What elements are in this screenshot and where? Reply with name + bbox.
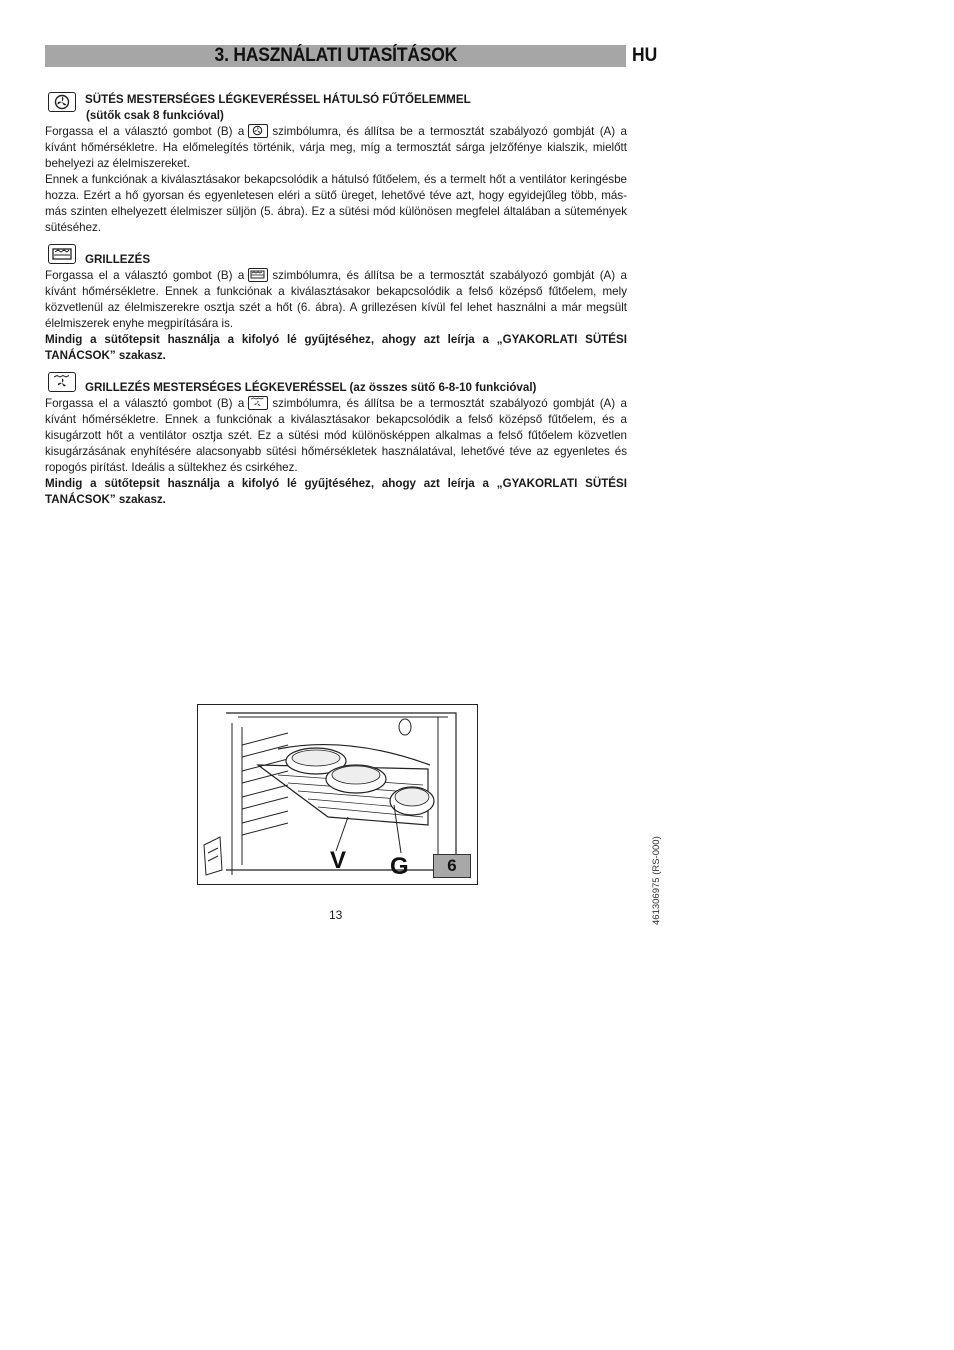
text: szimbólumra, és állítsa be a termosztát szabályozó gombját (A) a kívánt hőmérsékletre. Ha előmelegítés történik, várja meg, míg a termosztát sárga jelzőfénye kialszik, mielőtt behelyezi az élelmiszereket. bbox=[45, 125, 627, 170]
text: Forgassa el a választó gombot (B) a bbox=[45, 397, 245, 410]
section-grilling bbox=[45, 244, 627, 364]
food-item bbox=[326, 765, 386, 793]
document-code: 461306975 (RS-000) bbox=[651, 836, 662, 925]
fan-circle-icon bbox=[48, 92, 76, 112]
paragraph bbox=[45, 268, 627, 332]
fan-circle-icon bbox=[248, 124, 268, 138]
grill-icon bbox=[248, 268, 268, 282]
section-subheading: (sütők csak 8 funkcióval) bbox=[86, 109, 224, 122]
note-text: Mindig a sütőtepsit használja a kifolyó lé gyűjtéséhez, ahogy azt leírja a „GYAKORLATI SÜTÉSI TANÁCSOK” szakasz. bbox=[45, 333, 627, 362]
food-item bbox=[390, 787, 434, 815]
section-header bbox=[45, 244, 627, 268]
label-v: V bbox=[330, 847, 347, 874]
text: Forgassa el a választó gombot (B) a bbox=[45, 269, 245, 282]
oven-grill-figure bbox=[197, 704, 478, 885]
text: szimbólumra, és állítsa be a termosztát szabályozó gombját (A) a kívánt hőmérsékletre. Ennek a funkciónak a kiválasztásakor bekapcsolódik a felső középső fűtőelem, mely közvetlenül az élelmiszerekre osztja szét a hőt (6. ábra). A grillezésen kívül fel lehet használni a már megsült élelmiszerek enyhe megpirítására is. bbox=[45, 269, 627, 330]
paragraph bbox=[45, 124, 627, 172]
section-fan-grilling bbox=[45, 372, 627, 508]
section-header bbox=[45, 372, 627, 396]
section-heading: GRILLEZÉS MESTERSÉGES LÉGKEVERÉSSEL (az összes sütő 6-8-10 funkcióval) bbox=[85, 381, 537, 394]
page-title: 3. HASZNÁLATI UTASÍTÁSOK bbox=[214, 45, 457, 66]
text: Forgassa el a választó gombot (B) a bbox=[45, 125, 245, 138]
note-text: Mindig a sütőtepsit használja a kifolyó lé gyűjtéséhez, ahogy azt leírja a „GYAKORLATI SÜTÉSI TANÁCSOK” szakasz. bbox=[45, 477, 627, 506]
grill-icon bbox=[48, 244, 76, 264]
section-heading: SÜTÉS MESTERSÉGES LÉGKEVERÉSSEL HÁTULSÓ FŰTŐELEMMEL bbox=[85, 93, 471, 106]
figure-number-badge: 6 bbox=[433, 854, 471, 878]
fan-grill-icon bbox=[248, 396, 268, 410]
paragraph bbox=[45, 396, 627, 476]
section-header bbox=[45, 92, 627, 124]
label-g: G bbox=[390, 853, 409, 880]
section-heading: GRILLEZÉS bbox=[85, 253, 151, 266]
section-fan-baking bbox=[45, 92, 627, 236]
text: szimbólumra, és állítsa be a termosztát szabályozó gombját (A) a kívánt hőmérsékletre. Ennek a funkciónak a kiválasztásakor bekapcsolódik a felső középső fűtőelem, és a kisugárzott hőt a ventilátor osztja szét. Ez a sütési mód különösképpen alkalmas a felső fűtőelem közvetlen kisugárzásának enyhítésére alacsonyabb sütési hőmérsékletek használatával, lehetővé téve az egyenletes és ropogós pirítást. Ideális a sültekhez és csirkéhez. bbox=[45, 397, 627, 474]
language-code: HU bbox=[632, 45, 658, 66]
section-title-bar bbox=[45, 45, 626, 67]
fan-grill-icon bbox=[48, 372, 76, 392]
paragraph: Ennek a funkciónak a kiválasztásakor bekapcsolódik a hátulsó fűtőelem, és a termelt hőt a ventilátor keringésbe hozza. Ezért a hő gyorsan és egyenletesen eléri a sütő üreget, lehetővé téve azt, hogy egyidejűleg több, más-más szinten elhelyezett élelmiszer süljön (5. ábra). Ez a sütési mód különösen megfelel általában a sütemények sütéséhez. bbox=[45, 173, 627, 234]
page-number: 13 bbox=[329, 908, 343, 922]
